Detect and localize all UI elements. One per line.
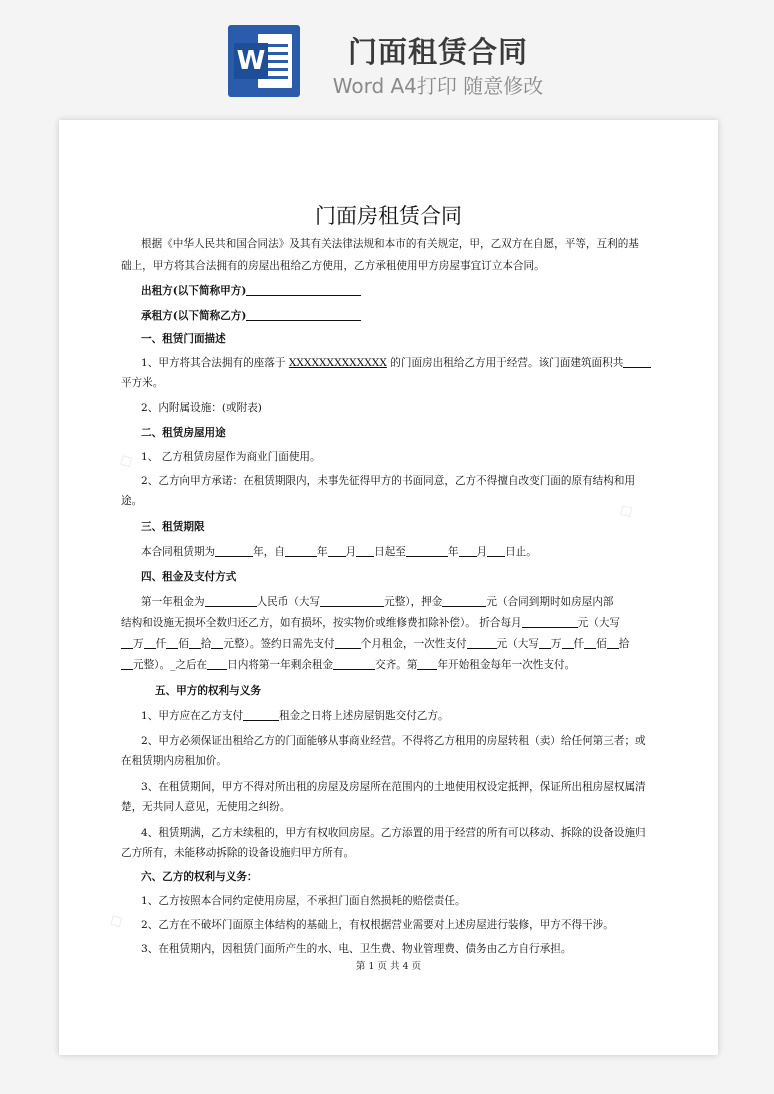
section-5-title: 五、甲方的权利与义务 — [155, 685, 261, 697]
section-6-clause-1: 1、乙方按照本合同约定使用房屋，不承担门面自然损耗的赔偿责任。 — [141, 895, 466, 907]
term-text: 月 — [476, 546, 488, 558]
rent-text: 结构和设施无损坏全数归还乙方，如有损坏，按实物价或维修费扣除补偿）。 折合每月 — [121, 617, 522, 629]
section-1-title: 一、租赁门面描述 — [141, 333, 226, 345]
section-1-clause-1 — [141, 352, 651, 374]
word-logo-letter: W — [234, 43, 268, 79]
rent-text: 元整）。_之后在 — [133, 659, 208, 671]
section-5-clause-1 — [141, 705, 651, 727]
page-number: 第 1 页 共 4 页 — [355, 961, 422, 972]
clause-text: 租金之日将上述房屋钥匙交付乙方。 — [279, 710, 449, 722]
watermark-mark: ◇ — [104, 907, 128, 934]
section-5-clause-3: 3、在租赁期间，甲方不得对所出租的房屋及房屋所在范围内的土地使用权设定抵押，保证所出租房屋权属清 — [141, 781, 646, 793]
section-5-clause-4: 4、租赁期满，乙方未续租的，甲方有权收回房屋。乙方添置的用于经营的所有可以移动、拆除的设备设施归 — [141, 827, 646, 839]
blank — [243, 708, 279, 721]
intro-line-1: 根据《中华人民共和国合同法》及其有关法律法规和本市的有关规定，甲，乙双方在自愿，平等，互利的基 — [141, 238, 639, 250]
rent-text: 仟 — [573, 638, 585, 650]
blank — [320, 594, 384, 607]
blank — [522, 615, 578, 628]
blank — [215, 544, 253, 557]
banner-subtitle: Word A4打印 随意修改 — [332, 74, 544, 98]
rent-text: 拾 — [200, 638, 212, 650]
rent-text: 元整）。签约日需先支付 — [223, 638, 335, 650]
blank — [121, 636, 133, 649]
section-2-clause-2-cont: 途。 — [121, 495, 143, 507]
rent-text: 佰 — [178, 638, 189, 650]
blank — [442, 594, 486, 607]
term-text: 月 — [345, 546, 357, 558]
rent-text: 仟 — [155, 638, 167, 650]
section-3-term — [141, 541, 651, 563]
rent-text: 元整），押金 — [384, 596, 443, 608]
rent-text: 万 — [133, 638, 144, 650]
rent-text: 交齐。第 — [375, 659, 418, 671]
rent-text: 第一年租金为 — [141, 596, 205, 608]
term-text: 年，自 — [253, 546, 285, 558]
clause-text: 的门面房出租给乙方用于经营。该门面建筑面积共 — [390, 357, 624, 369]
blank — [487, 544, 505, 557]
section-2-clause-2: 2、乙方向甲方承诺：在租赁期限内，未事先征得甲方的书面同意，乙方不得擅自改变门面的原有结构和用 — [141, 475, 636, 487]
party-b-blank — [246, 308, 361, 321]
section-6-title: 六、乙方的权利与义务： — [141, 871, 258, 883]
header-banner — [0, 0, 774, 118]
term-text: 本合同租赁期为 — [141, 546, 216, 558]
blank — [356, 544, 374, 557]
blank — [189, 636, 201, 649]
blank — [562, 636, 574, 649]
section-4-line-1 — [141, 591, 651, 613]
section-6-clause-2: 2、乙方在不破坏门面原主体结构的基础上，有权根据营业需要对上述房屋进行装修，甲方不得干涉。 — [141, 919, 614, 931]
blank — [166, 636, 178, 649]
watermark-mark: ◇ — [114, 447, 138, 474]
blank — [207, 657, 227, 670]
section-4-title: 四、租金及支付方式 — [141, 571, 237, 583]
section-5-clause-3-cont: 楚，无共同人意见，无使用之纠纷。 — [121, 801, 291, 813]
blank — [333, 657, 375, 670]
banner-title: 门面租赁合同 — [347, 35, 528, 69]
party-b-line — [141, 305, 651, 327]
rent-text: 元（大写 — [496, 638, 539, 650]
blank — [584, 636, 596, 649]
blank — [335, 636, 361, 649]
blank — [467, 636, 497, 649]
rent-text: 元（大写 — [577, 617, 621, 629]
rent-text: 日内将第一年剩余租金 — [227, 659, 334, 671]
document-title: 门面房租赁合同 — [315, 204, 462, 228]
rent-text: 元（合同到期时如房屋内部 — [486, 596, 614, 608]
section-5-clause-2-cont: 在租赁期内房租加价。 — [121, 755, 227, 767]
section-4-line-2 — [121, 612, 651, 634]
term-text: 日止。 — [505, 546, 537, 558]
section-4-line-4 — [121, 654, 651, 676]
rent-text: 年开始租金每年一次性支付。 — [437, 659, 576, 671]
blank — [285, 544, 317, 557]
term-text: 日起至 — [374, 546, 406, 558]
section-6-clause-3: 3、在租赁期内，因租赁门面所产生的水、电、卫生费、物业管理费、债务由乙方自行承担。 — [141, 943, 572, 955]
term-text: 年 — [447, 546, 459, 558]
blank — [328, 544, 346, 557]
area-blank — [623, 355, 651, 368]
blank — [539, 636, 551, 649]
blank — [121, 657, 133, 670]
document-page — [59, 120, 718, 1055]
blank — [211, 636, 223, 649]
section-1-clause-1-cont: 平方米。 — [121, 377, 164, 389]
clause-text: 1、甲方将其合法拥有的座落于 — [141, 357, 286, 369]
party-a-label: 出租方(以下简称甲方) — [141, 285, 247, 297]
clause-text: 1、甲方应在乙方支付 — [141, 710, 244, 722]
rent-text: 佰 — [596, 638, 607, 650]
section-5-clause-4-cont: 乙方所有，未能移动拆除的设备设施归甲方所有。 — [121, 847, 355, 859]
address-placeholder: XXXXXXXXXXXXX — [288, 357, 387, 369]
term-text: 年 — [316, 546, 328, 558]
watermark-mark: ◇ — [614, 497, 638, 524]
party-a-blank — [246, 283, 361, 296]
rent-text: 人民币（大写 — [256, 596, 321, 608]
section-1-clause-2: 2、内附属设施：(或附表) — [141, 402, 262, 414]
party-a-line — [141, 280, 651, 302]
blank — [607, 636, 619, 649]
blank — [406, 544, 448, 557]
word-icon — [228, 25, 300, 97]
blank — [205, 594, 257, 607]
party-b-label: 承租方(以下简称乙方) — [141, 310, 247, 322]
blank — [417, 657, 437, 670]
rent-text: 万 — [550, 638, 562, 650]
section-5-clause-2: 2、甲方必须保证出租给乙方的门面能够从事商业经营。不得将乙方租用的房屋转租（卖）给任何第三者；或 — [141, 735, 646, 747]
section-2-clause-1: 1、 乙方租赁房屋作为商业门面使用。 — [141, 451, 321, 463]
section-3-title: 三、租赁期限 — [141, 521, 205, 533]
section-4-line-3 — [121, 633, 651, 655]
blank — [144, 636, 156, 649]
rent-text: 拾 — [618, 638, 630, 650]
blank — [459, 544, 477, 557]
rent-text: 个月租金，一次性支付 — [360, 638, 467, 650]
section-2-title: 二、租赁房屋用途 — [141, 427, 226, 439]
intro-line-2: 础上，甲方将其合法拥有的房屋出租给乙方使用，乙方承租使用甲方房屋事宜订立本合同。 — [121, 260, 545, 272]
